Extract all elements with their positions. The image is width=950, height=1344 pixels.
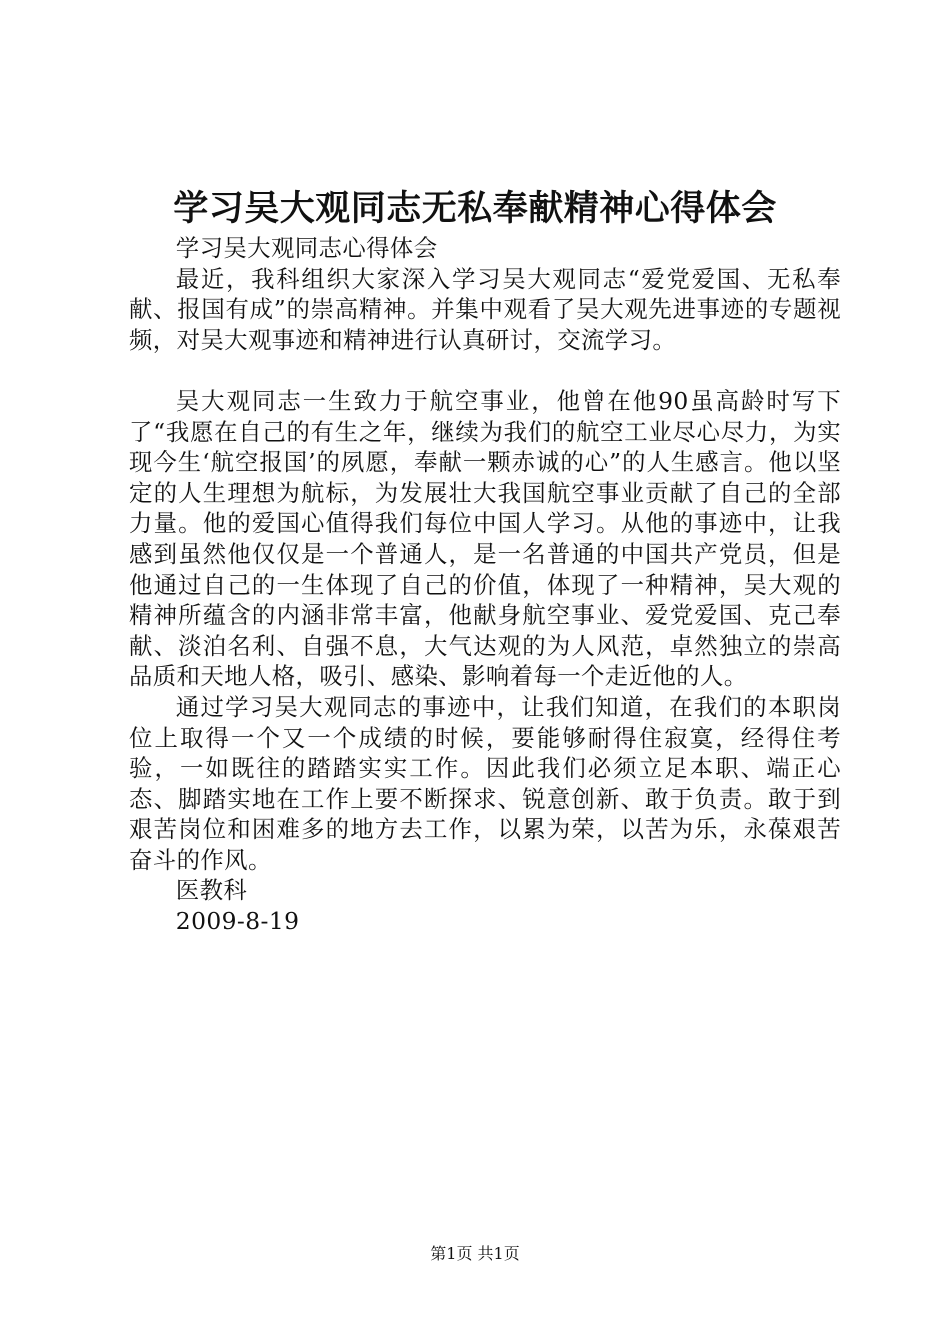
paragraph-spacer	[129, 355, 841, 386]
document-body	[129, 233, 841, 937]
page-footer: 第1页 共1页	[430, 1244, 520, 1263]
paragraph-reflection: 通过学习吴大观同志的事迹中，让我们知道，在我们的本职岗位上取得一个又一个成绩的时候，要能够耐得住寂寞，经得住考验，一如既往的踏踏实实工作。因此我们必须立足本职、端正心态、脚踏实地在工作上要不断探求、锐意创新、敢于负责。敢于到艰苦岗位和困难多的地方去工作，以累为荣，以苦为乐，永葆艰苦奋斗的作风。	[129, 692, 841, 874]
document-subtitle: 学习吴大观同志心得体会	[175, 234, 438, 262]
document-title: 学习吴大观同志无私奉献精神心得体会	[173, 188, 777, 229]
document-date: 2009-8-19	[175, 907, 300, 936]
paragraph-biography: 吴大观同志一生致力于航空事业，他曾在他90虽高龄时写下了“我愿在自己的有生之年，继续为我们的航空工业尽心尽力，为实现今生‘航空报国’的夙愿，奉献一颗赤诚的心”的人生感言。他以坚定的人生理想为航标，为发展壮大我国航空事业贡献了自己的全部力量。他的爱国心值得我们每位中国人学习。从他的事迹中，让我感到虽然他仅仅是一个普通人，是一名普通的中国共产党员，但是他通过自己的一生体现了自己的价值，体现了一种精神，吴大观的精神所蕴含的内涵非常丰富，他献身航空事业、爱党爱国、克己奉献、淡泊名利、自强不息，大气达观的为人风范，卓然独立的崇高品质和天地人格，吸引、感染、影响着每一个走近他的人。	[129, 386, 841, 691]
paragraph-intro: 最近，我科组织大家深入学习吴大观同志“爱党爱国、无私奉献、报国有成”的崇高精神。并集中观看了吴大观先进事迹的专题视频，对吴大观事迹和精神进行认真研讨，交流学习。	[129, 264, 841, 354]
signature: 医教科	[175, 876, 248, 905]
